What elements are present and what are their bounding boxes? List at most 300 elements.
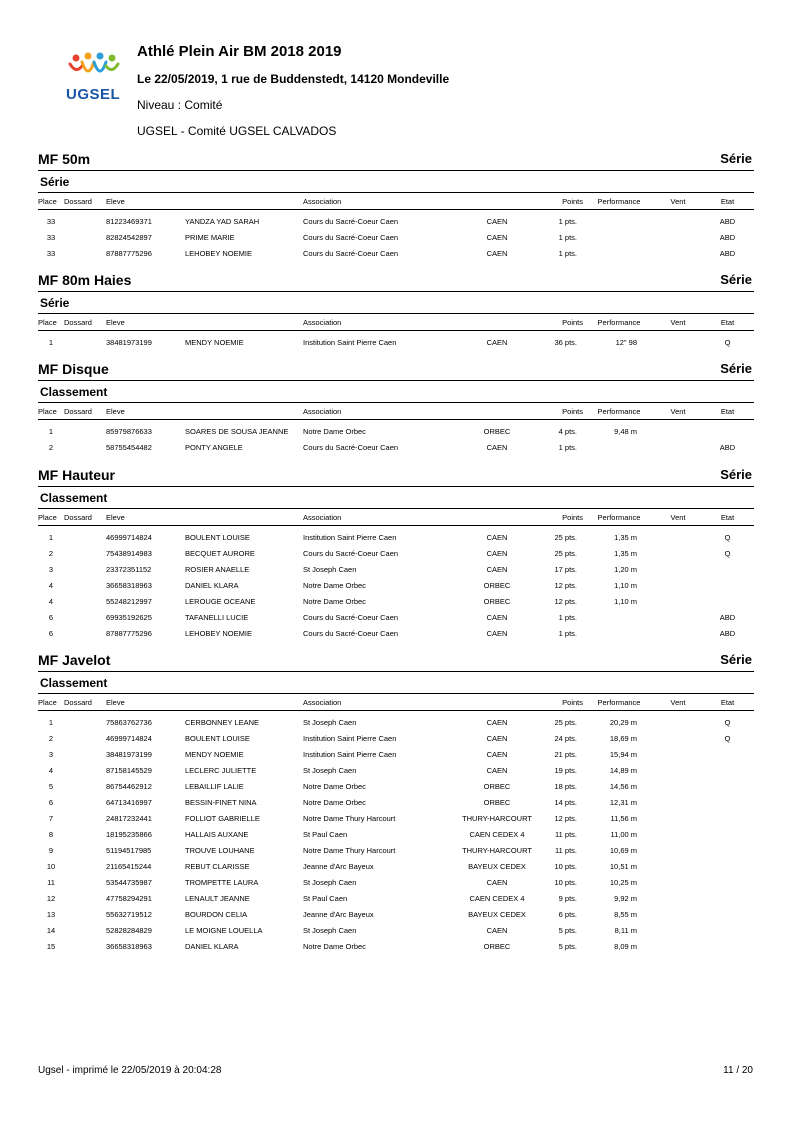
cell-association: Cours du Sacré-Coeur Caen xyxy=(303,248,399,258)
cell-ville: CAEN xyxy=(486,765,508,775)
cell-vent xyxy=(655,245,701,261)
cell-points: 24 pts. xyxy=(554,733,577,743)
event-title: MF Hauteur xyxy=(38,467,115,483)
cell-dossard xyxy=(64,842,106,858)
result-row xyxy=(38,545,754,561)
cell-vent xyxy=(655,842,701,858)
column-header xyxy=(453,509,541,526)
column-header: Performance xyxy=(583,509,655,526)
cell-vent xyxy=(655,561,701,577)
cell-ville: CAEN CEDEX 4 xyxy=(469,829,525,839)
cell-association: St Joseph Caen xyxy=(303,717,357,727)
cell-ville: ORBEC xyxy=(483,580,511,590)
cell-points: 1 pts. xyxy=(558,216,577,226)
column-header xyxy=(453,314,541,331)
cell-place: 9 xyxy=(48,845,54,855)
cell-place: 12 xyxy=(46,893,56,903)
cell-etat xyxy=(701,778,754,794)
cell-etat: ABD xyxy=(719,216,736,226)
cell-vent xyxy=(655,874,701,890)
result-row xyxy=(38,938,754,954)
result-row xyxy=(38,210,754,230)
cell-performance xyxy=(583,625,655,641)
column-header: Points xyxy=(541,509,583,526)
result-row xyxy=(38,746,754,762)
cell-place: 7 xyxy=(48,813,54,823)
results-table xyxy=(38,509,754,641)
cell-association: Notre Dame Orbec xyxy=(303,580,366,590)
cell-etat: ABD xyxy=(719,628,736,638)
cell-performance: 20,29 m xyxy=(609,717,637,727)
cell-place: 1 xyxy=(48,532,54,542)
column-header: Dossard xyxy=(64,193,106,210)
cell-place: 33 xyxy=(46,216,56,226)
ranking-header xyxy=(38,490,754,509)
result-row xyxy=(38,858,754,874)
cell-association: St Joseph Caen xyxy=(303,564,357,574)
cell-points: 10 pts. xyxy=(554,861,577,871)
cell-place: 1 xyxy=(48,337,54,347)
cell-nom: CERBONNEY LEANE xyxy=(185,717,260,727)
cell-performance: 1,10 m xyxy=(614,580,637,590)
event-section xyxy=(38,272,754,350)
cell-eleve: 58755454482 xyxy=(106,442,152,452)
ranking-title: Classement xyxy=(40,676,108,690)
cell-dossard xyxy=(64,906,106,922)
event-section xyxy=(38,467,754,641)
cell-ville: CAEN xyxy=(486,232,508,242)
column-header: Vent xyxy=(655,193,701,210)
cell-nom: BESSIN-FINET NINA xyxy=(185,797,257,807)
column-header: Vent xyxy=(655,694,701,711)
cell-eleve: 51194517985 xyxy=(106,845,152,855)
cell-performance: 15,94 m xyxy=(609,749,637,759)
cell-dossard xyxy=(64,922,106,938)
cell-ville: ORBEC xyxy=(483,596,511,606)
column-header: Eleve xyxy=(106,193,185,210)
column-header: Place xyxy=(38,193,64,210)
cell-vent xyxy=(655,545,701,561)
column-header: Place xyxy=(38,509,64,526)
cell-points: 11 pts. xyxy=(555,829,577,839)
column-header: Etat xyxy=(701,193,754,210)
cell-points: 1 pts. xyxy=(558,232,577,242)
column-header: Etat xyxy=(701,403,754,420)
result-row xyxy=(38,874,754,890)
cell-eleve: 36658318963 xyxy=(106,580,152,590)
cell-ville: CAEN xyxy=(486,248,508,258)
cell-ville: CAEN xyxy=(486,548,508,558)
cell-eleve: 38481973199 xyxy=(106,749,152,759)
cell-association: Cours du Sacré-Coeur Caen xyxy=(303,442,399,452)
cell-etat xyxy=(701,858,754,874)
cell-eleve: 87887775296 xyxy=(106,628,152,638)
column-header: Place xyxy=(38,314,64,331)
cell-eleve: 55632719512 xyxy=(106,909,152,919)
cell-ville: CAEN xyxy=(486,717,508,727)
cell-dossard xyxy=(64,561,106,577)
cell-nom: ROSIER ANAELLE xyxy=(185,564,250,574)
column-header xyxy=(453,193,541,210)
cell-nom: TROUVE LOUHANE xyxy=(185,845,255,855)
cell-performance: 12" 98 xyxy=(615,337,637,347)
event-header xyxy=(38,467,754,487)
cell-etat: ABD xyxy=(719,442,736,452)
cell-points: 9 pts. xyxy=(558,893,577,903)
cell-ville: CAEN xyxy=(486,749,508,759)
cell-performance: 1,10 m xyxy=(614,596,637,606)
cell-nom: LE MOIGNE LOUELLA xyxy=(185,925,263,935)
cell-place: 6 xyxy=(48,628,54,638)
cell-ville: BAYEUX CEDEX xyxy=(468,909,526,919)
cell-etat xyxy=(701,746,754,762)
cell-etat xyxy=(701,577,754,593)
cell-association: Cours du Sacré-Coeur Caen xyxy=(303,216,399,226)
cell-association: Institution Saint Pierre Caen xyxy=(303,749,397,759)
cell-association: Notre Dame Orbec xyxy=(303,941,366,951)
cell-points: 6 pts. xyxy=(558,909,577,919)
cell-association: Notre Dame Orbec xyxy=(303,781,366,791)
cell-etat xyxy=(701,420,754,440)
cell-dossard xyxy=(64,593,106,609)
cell-nom: BECQUET AURORE xyxy=(185,548,255,558)
cell-performance xyxy=(583,245,655,261)
result-row xyxy=(38,778,754,794)
result-row xyxy=(38,730,754,746)
cell-dossard xyxy=(64,730,106,746)
column-header: Vent xyxy=(655,509,701,526)
event-date-location: Le 22/05/2019, 1 rue de Buddenstedt, 14120 Mondeville xyxy=(137,72,450,86)
results-table xyxy=(38,314,754,350)
cell-eleve: 75438914983 xyxy=(106,548,152,558)
column-header: Etat xyxy=(701,314,754,331)
result-row xyxy=(38,420,754,440)
cell-points: 19 pts. xyxy=(554,765,577,775)
column-header xyxy=(185,193,303,210)
cell-points: 21 pts. xyxy=(554,749,577,759)
cell-association: Cours du Sacré-Coeur Caen xyxy=(303,612,399,622)
column-header: Association xyxy=(303,694,453,711)
cell-nom: BOULENT LOUISE xyxy=(185,532,250,542)
result-row xyxy=(38,810,754,826)
cell-vent xyxy=(655,938,701,954)
result-row xyxy=(38,842,754,858)
cell-place: 13 xyxy=(46,909,56,919)
cell-nom: LEHOBEY NOEMIE xyxy=(185,628,252,638)
cell-performance: 10,51 m xyxy=(609,861,637,871)
cell-performance: 1,35 m xyxy=(614,532,637,542)
cell-dossard xyxy=(64,439,106,455)
cell-vent xyxy=(655,794,701,810)
cell-vent xyxy=(655,229,701,245)
cell-etat xyxy=(701,890,754,906)
cell-eleve: 69935192625 xyxy=(106,612,152,622)
cell-association: Notre Dame Thury Harcourt xyxy=(303,845,396,855)
event-section xyxy=(38,361,754,455)
cell-points: 11 pts. xyxy=(555,845,577,855)
cell-etat xyxy=(701,922,754,938)
cell-dossard xyxy=(64,577,106,593)
ranking-title: Classement xyxy=(40,385,108,399)
cell-eleve: 85979876633 xyxy=(106,426,152,436)
column-header xyxy=(453,403,541,420)
results-table xyxy=(38,403,754,455)
cell-dossard xyxy=(64,810,106,826)
column-header: Performance xyxy=(583,193,655,210)
cell-etat: ABD xyxy=(719,248,736,258)
cell-etat: Q xyxy=(724,733,731,743)
cell-association: St Joseph Caen xyxy=(303,765,357,775)
event-header xyxy=(38,151,754,171)
column-header: Eleve xyxy=(106,509,185,526)
column-header: Association xyxy=(303,403,453,420)
cell-points: 1 pts. xyxy=(558,248,577,258)
result-row xyxy=(38,922,754,938)
cell-etat xyxy=(701,826,754,842)
cell-points: 25 pts. xyxy=(554,548,577,558)
cell-vent xyxy=(655,420,701,440)
event-type: Série xyxy=(720,467,752,482)
cell-place: 2 xyxy=(48,442,54,452)
cell-dossard xyxy=(64,210,106,230)
cell-points: 17 pts. xyxy=(554,564,577,574)
cell-dossard xyxy=(64,331,106,351)
result-row xyxy=(38,890,754,906)
cell-performance: 1,35 m xyxy=(614,548,637,558)
cell-etat xyxy=(701,762,754,778)
cell-dossard xyxy=(64,245,106,261)
cell-vent xyxy=(655,890,701,906)
cell-points: 18 pts. xyxy=(554,781,577,791)
cell-dossard xyxy=(64,625,106,641)
cell-nom: PRIME MARIE xyxy=(185,232,235,242)
cell-vent xyxy=(655,331,701,351)
cell-dossard xyxy=(64,794,106,810)
cell-association: Institution Saint Pierre Caen xyxy=(303,337,397,347)
cell-eleve: 36658318963 xyxy=(106,941,152,951)
cell-dossard xyxy=(64,545,106,561)
cell-eleve: 87887775296 xyxy=(106,248,152,258)
column-header: Dossard xyxy=(64,314,106,331)
column-header xyxy=(185,509,303,526)
cell-performance: 9,48 m xyxy=(614,426,637,436)
ranking-header xyxy=(38,384,754,403)
results-table xyxy=(38,694,754,954)
result-row xyxy=(38,826,754,842)
column-header: Etat xyxy=(701,509,754,526)
cell-points: 5 pts. xyxy=(558,941,577,951)
column-header: Points xyxy=(541,694,583,711)
cell-place: 11 xyxy=(47,877,55,887)
cell-place: 10 xyxy=(46,861,56,871)
column-header: Points xyxy=(541,314,583,331)
document-title: Athlé Plein Air BM 2018 2019 xyxy=(137,43,342,60)
cell-points: 25 pts. xyxy=(554,717,577,727)
result-row xyxy=(38,526,754,546)
cell-vent xyxy=(655,439,701,455)
cell-association: Cours du Sacré-Coeur Caen xyxy=(303,232,399,242)
cell-eleve: 23372351152 xyxy=(106,564,152,574)
result-row xyxy=(38,577,754,593)
ranking-header xyxy=(38,174,754,193)
cell-association: Cours du Sacré-Coeur Caen xyxy=(303,628,399,638)
cell-eleve: 52828284829 xyxy=(106,925,152,935)
result-row xyxy=(38,439,754,455)
cell-ville: THURY-HARCOURT xyxy=(462,813,532,823)
column-header: Eleve xyxy=(106,314,185,331)
cell-nom: LECLERC JULIETTE xyxy=(185,765,257,775)
cell-ville: BAYEUX CEDEX xyxy=(468,861,526,871)
cell-dossard xyxy=(64,420,106,440)
cell-place: 4 xyxy=(48,580,54,590)
cell-etat xyxy=(701,593,754,609)
cell-nom: HALLAIS AUXANE xyxy=(185,829,249,839)
cell-etat: Q xyxy=(724,717,731,727)
result-row xyxy=(38,609,754,625)
column-header: Etat xyxy=(701,694,754,711)
cell-eleve: 55248212997 xyxy=(106,596,152,606)
ranking-title: Série xyxy=(40,175,70,189)
cell-ville: ORBEC xyxy=(483,781,511,791)
column-header: Dossard xyxy=(64,694,106,711)
cell-place: 3 xyxy=(48,564,54,574)
column-header: Performance xyxy=(583,694,655,711)
cell-points: 36 pts. xyxy=(554,337,577,347)
cell-ville: CAEN xyxy=(486,612,508,622)
column-header xyxy=(185,314,303,331)
ranking-title: Série xyxy=(40,296,70,310)
cell-association: Cours du Sacré-Coeur Caen xyxy=(303,548,399,558)
event-header xyxy=(38,652,754,672)
cell-place: 5 xyxy=(48,781,54,791)
cell-nom: TAFANELLI LUCIE xyxy=(185,612,249,622)
cell-nom: MENDY NOEMIE xyxy=(185,749,244,759)
cell-dossard xyxy=(64,938,106,954)
cell-vent xyxy=(655,858,701,874)
cell-performance xyxy=(583,229,655,245)
cell-eleve: 82824542897 xyxy=(106,232,152,242)
event-header xyxy=(38,361,754,381)
column-header: Performance xyxy=(583,403,655,420)
cell-performance: 8,09 m xyxy=(614,941,637,951)
cell-association: Institution Saint Pierre Caen xyxy=(303,733,397,743)
cell-etat: Q xyxy=(724,532,731,542)
results-table xyxy=(38,193,754,261)
cell-association: St Joseph Caen xyxy=(303,877,357,887)
cell-vent xyxy=(655,625,701,641)
event-section xyxy=(38,652,754,954)
cell-eleve: 38481973199 xyxy=(106,337,152,347)
organization: UGSEL - Comité UGSEL CALVADOS xyxy=(137,124,337,138)
cell-eleve: 53544735987 xyxy=(106,877,152,887)
cell-etat xyxy=(701,874,754,890)
column-header xyxy=(185,403,303,420)
cell-vent xyxy=(655,526,701,546)
column-header: Place xyxy=(38,403,64,420)
cell-performance: 1,20 m xyxy=(614,564,637,574)
cell-ville: CAEN xyxy=(486,877,508,887)
column-header: Association xyxy=(303,509,453,526)
cell-performance: 12,31 m xyxy=(609,797,637,807)
result-row xyxy=(38,331,754,351)
cell-performance: 8,55 m xyxy=(614,909,637,919)
cell-points: 1 pts. xyxy=(558,628,577,638)
cell-nom: TROMPETTE LAURA xyxy=(185,877,259,887)
cell-place: 2 xyxy=(48,733,54,743)
cell-association: St Paul Caen xyxy=(303,893,348,903)
cell-performance: 11,56 m xyxy=(610,813,637,823)
event-type: Série xyxy=(720,272,752,287)
cell-place: 2 xyxy=(48,548,54,558)
cell-nom: LEROUGE OCEANE xyxy=(185,596,256,606)
cell-ville: CAEN xyxy=(486,337,508,347)
cell-place: 1 xyxy=(48,426,54,436)
cell-eleve: 87158145529 xyxy=(106,765,152,775)
cell-performance: 10,25 m xyxy=(609,877,637,887)
column-header: Eleve xyxy=(106,694,185,711)
cell-dossard xyxy=(64,609,106,625)
cell-dossard xyxy=(64,711,106,731)
cell-nom: LENAULT JEANNE xyxy=(185,893,250,903)
column-header: Dossard xyxy=(64,403,106,420)
cell-association: Notre Dame Thury Harcourt xyxy=(303,813,396,823)
column-header: Points xyxy=(541,403,583,420)
cell-place: 33 xyxy=(46,232,56,242)
cell-dossard xyxy=(64,526,106,546)
cell-dossard xyxy=(64,874,106,890)
cell-vent xyxy=(655,922,701,938)
cell-performance: 9,92 m xyxy=(614,893,637,903)
cell-association: Institution Saint Pierre Caen xyxy=(303,532,397,542)
event-type: Série xyxy=(720,361,752,376)
cell-dossard xyxy=(64,746,106,762)
cell-points: 1 pts. xyxy=(558,442,577,452)
cell-performance xyxy=(583,609,655,625)
result-row xyxy=(38,593,754,609)
cell-ville: ORBEC xyxy=(483,797,511,807)
cell-nom: YANDZA YAD SARAH xyxy=(185,216,260,226)
cell-points: 10 pts. xyxy=(554,877,577,887)
cell-points: 1 pts. xyxy=(558,612,577,622)
page-number: 11 / 20 xyxy=(723,1065,753,1076)
cell-etat: Q xyxy=(724,548,731,558)
cell-ville: ORBEC xyxy=(483,941,511,951)
cell-etat xyxy=(701,561,754,577)
cell-nom: LEBAILLIF LALIE xyxy=(185,781,244,791)
cell-performance: 10,69 m xyxy=(609,845,637,855)
result-row xyxy=(38,561,754,577)
cell-points: 25 pts. xyxy=(554,532,577,542)
cell-vent xyxy=(655,210,701,230)
cell-ville: CAEN xyxy=(486,564,508,574)
cell-points: 14 pts. xyxy=(554,797,577,807)
column-header xyxy=(185,694,303,711)
cell-ville: CAEN xyxy=(486,733,508,743)
cell-vent xyxy=(655,810,701,826)
cell-performance: 8,11 m xyxy=(614,925,637,935)
cell-vent xyxy=(655,711,701,731)
cell-place: 33 xyxy=(46,248,56,258)
cell-eleve: 64713416997 xyxy=(106,797,152,807)
cell-place: 3 xyxy=(48,749,54,759)
cell-points: 4 pts. xyxy=(558,426,577,436)
cell-performance: 11,00 m xyxy=(610,829,637,839)
cell-ville: CAEN xyxy=(486,628,508,638)
cell-etat xyxy=(701,938,754,954)
cell-etat xyxy=(701,810,754,826)
result-row xyxy=(38,762,754,778)
cell-vent xyxy=(655,609,701,625)
